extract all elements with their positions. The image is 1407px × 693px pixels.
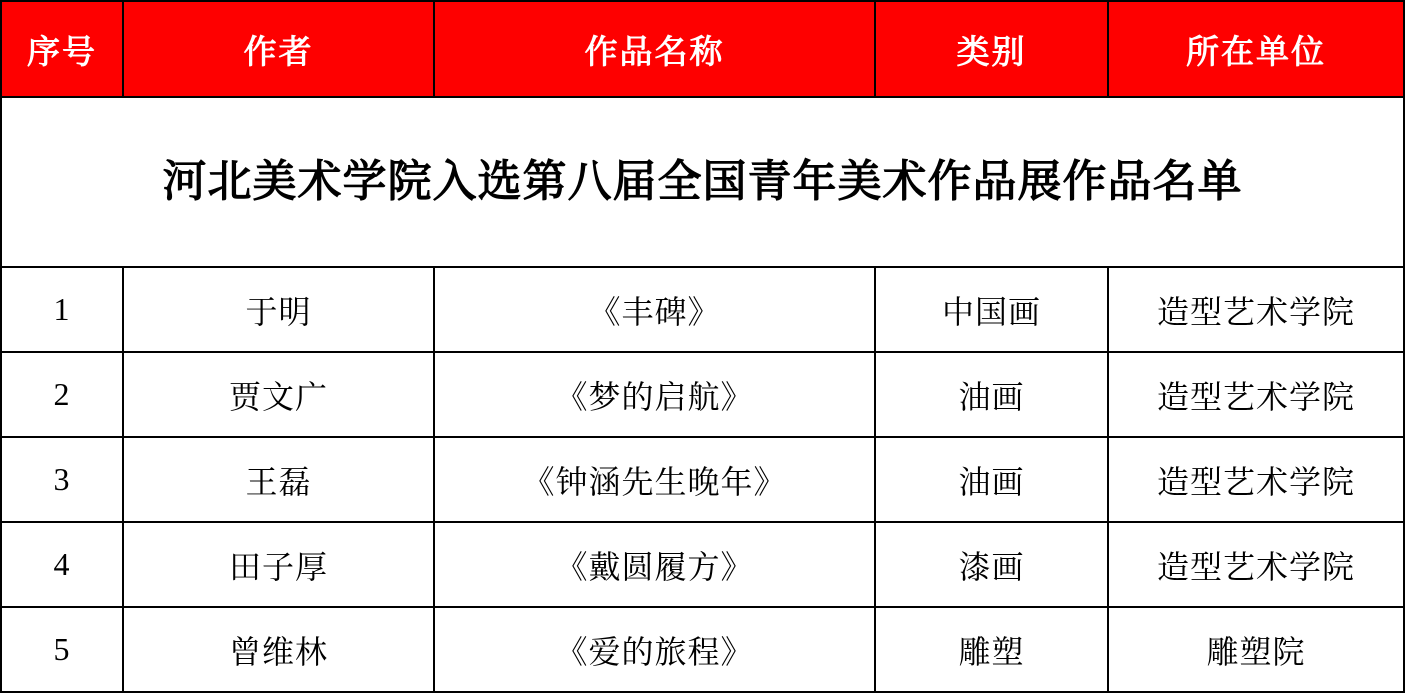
table-row <box>1 437 1404 522</box>
cell-work: 《钟涵先生晚年》 <box>434 437 875 522</box>
cell-work: 《梦的启航》 <box>434 352 875 437</box>
cell-category: 油画 <box>875 352 1108 437</box>
column-header-index: 序号 <box>1 1 123 97</box>
cell-category: 漆画 <box>875 522 1108 607</box>
cell-index: 3 <box>1 437 123 522</box>
title-row <box>1 97 1404 267</box>
cell-author: 曾维林 <box>123 607 434 692</box>
column-header-author: 作者 <box>123 1 434 97</box>
cell-index: 1 <box>1 267 123 352</box>
column-header-unit: 所在单位 <box>1108 1 1404 97</box>
table-row <box>1 607 1404 692</box>
cell-index: 5 <box>1 607 123 692</box>
table-header-row <box>1 1 1404 97</box>
cell-work: 《戴圆履方》 <box>434 522 875 607</box>
table-row <box>1 267 1404 352</box>
cell-unit: 造型艺术学院 <box>1108 352 1404 437</box>
cell-category: 雕塑 <box>875 607 1108 692</box>
cell-author: 于明 <box>123 267 434 352</box>
table-body <box>1 267 1404 692</box>
cell-category: 油画 <box>875 437 1108 522</box>
cell-unit: 造型艺术学院 <box>1108 267 1404 352</box>
column-header-category: 类别 <box>875 1 1108 97</box>
table-row <box>1 352 1404 437</box>
cell-author: 田子厚 <box>123 522 434 607</box>
table-row <box>1 522 1404 607</box>
cell-index: 2 <box>1 352 123 437</box>
cell-index: 4 <box>1 522 123 607</box>
cell-unit: 造型艺术学院 <box>1108 522 1404 607</box>
cell-unit: 造型艺术学院 <box>1108 437 1404 522</box>
cell-category: 中国画 <box>875 267 1108 352</box>
cell-author: 贾文广 <box>123 352 434 437</box>
cell-unit: 雕塑院 <box>1108 607 1404 692</box>
column-header-work: 作品名称 <box>434 1 875 97</box>
cell-work: 《丰碑》 <box>434 267 875 352</box>
cell-work: 《爱的旅程》 <box>434 607 875 692</box>
cell-author: 王磊 <box>123 437 434 522</box>
page-title: 河北美术学院入选第八届全国青年美术作品展作品名单 <box>1 97 1404 267</box>
